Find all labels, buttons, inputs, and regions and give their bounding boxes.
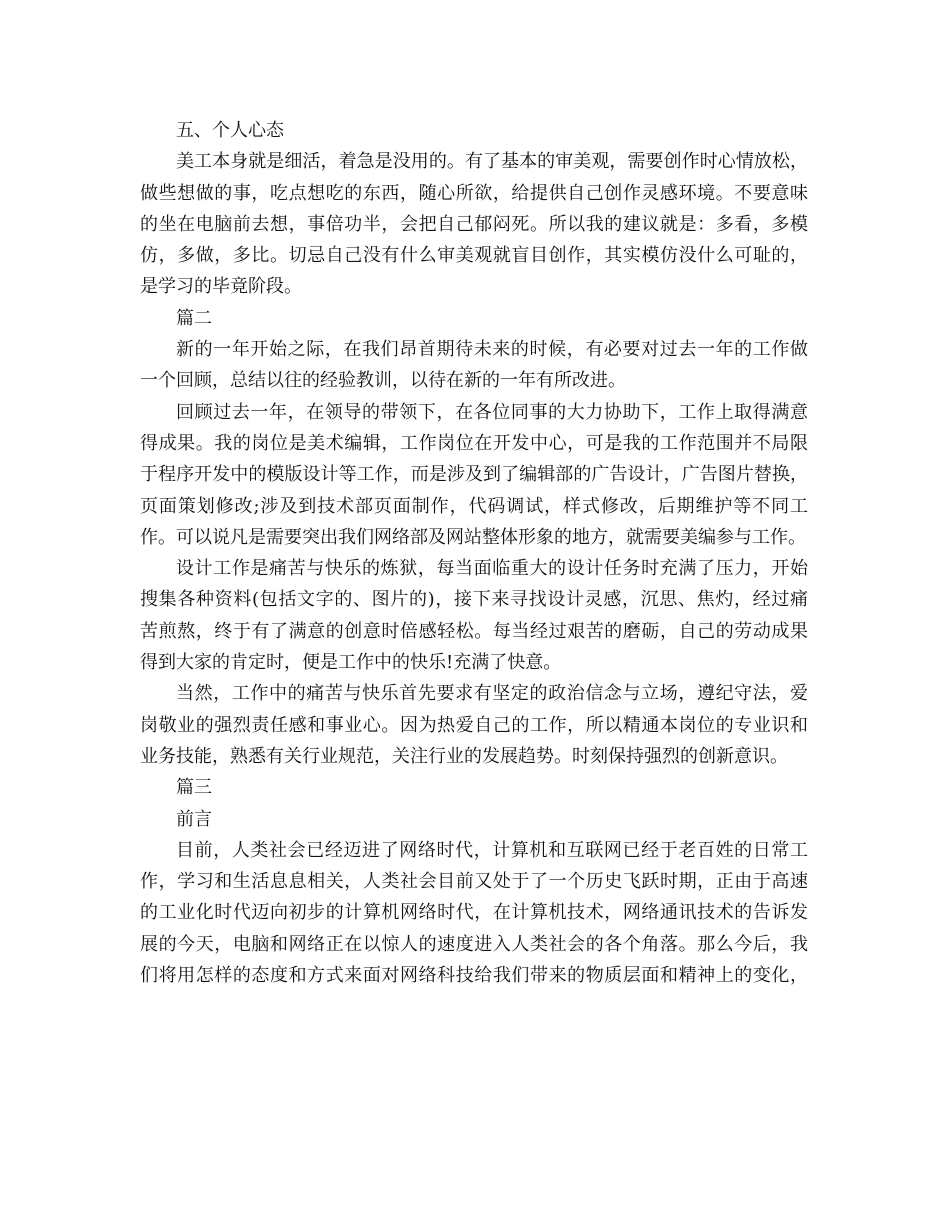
text-line: 们将用怎样的态度和方式来面对网络科技给我们带来的物质层面和精神上的变化， [140,965,808,987]
text-line: 岗敬业的强烈责任感和事业心。因为热爱自己的工作，所以精通本岗位的专业识和 [140,714,808,736]
text-line: 页面策划修改;涉及到技术部页面制作，代码调试，样式修改，后期维护等不同工 [140,495,808,517]
text-line: 篇三 [176,777,212,799]
text-line: 展的今天，电脑和网络正在以惊人的速度进入人类社会的各个角落。那么今后，我 [140,933,808,955]
text-line: 篇二 [176,307,212,329]
text-line: 业务技能，熟悉有关行业规范，关注行业的发展趋势。时刻保持强烈的创新意识。 [140,745,788,767]
text-line: 当然，工作中的痛苦与快乐首先要求有坚定的政治信念与立场，遵纪守法，爱 [176,683,808,705]
text-line: 是学习的毕竟阶段。 [140,276,302,298]
text-line: 的坐在电脑前去想，事倍功半，会把自己郁闷死。所以我的建议就是：多看，多模 [140,213,808,235]
text-line: 新的一年开始之际，在我们昂首期待未来的时候，有必要对过去一年的工作做 [176,339,808,361]
text-line: 的工业化时代迈向初步的计算机网络时代，在计算机技术，网络通讯技术的告诉发 [140,902,808,924]
document-body [140,115,808,991]
text-line: 仿，多做，多比。切忌自己没有什么审美观就盲目创作，其实模仿没什么可耻的， [140,245,808,267]
text-line: 得成果。我的岗位是美术编辑，工作岗位在开发中心，可是我的工作范围并不局限 [140,432,808,454]
text-line: 一个回顾，总结以往的经验教训，以待在新的一年有所改进。 [140,370,626,392]
text-line: 美工本身就是细活，着急是没用的。有了基本的审美观，需要创作时心情放松， [176,151,808,173]
text-line: 做些想做的事，吃点想吃的东西，随心所欲，给提供自己创作灵感环境。不要意味 [140,182,808,204]
text-line: 五、个人心态 [176,120,284,141]
text-line: 作，学习和生活息息相关，人类社会目前又处于了一个历史飞跃时期，正由于高速 [140,871,808,893]
text-line: 苦煎熬，终于有了满意的创意时倍感轻松。每当经过艰苦的磨砺，自己的劳动成果 [140,620,808,642]
text-line: 前言 [176,808,212,830]
text-line: 设计工作是痛苦与快乐的炼狱，每当面临重大的设计任务时充满了压力，开始 [176,558,808,580]
text-line: 作。可以说凡是需要突出我们网络部及网站整体形象的地方，就需要美编参与工作。 [140,526,806,548]
text-line: 目前，人类社会已经迈进了网络时代，计算机和互联网已经于老百姓的日常工 [176,839,808,861]
text-line: 得到大家的肯定时，便是工作中的快乐!充满了快意。 [140,652,562,674]
text-line: 搜集各种资料(包括文字的、图片的)，接下来寻找设计灵感，沉思、焦灼，经过痛 [140,589,808,611]
text-line: 于程序开发中的模版设计等工作，而是涉及到了编辑部的广告设计，广告图片替换， [140,464,808,486]
text-line: 回顾过去一年，在领导的带领下，在各位同事的大力协助下，工作上取得满意 [176,401,808,423]
